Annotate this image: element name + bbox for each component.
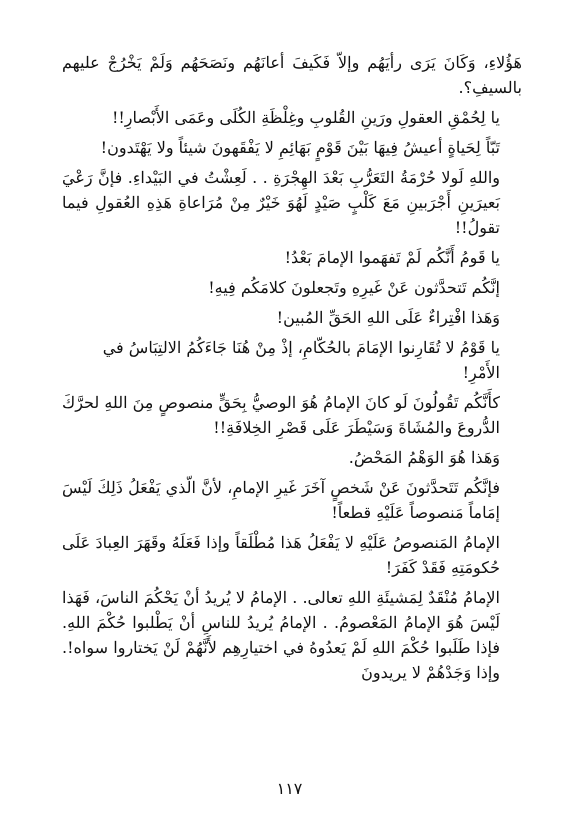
page-text [62, 50, 522, 690]
paragraph: وَهَذا هُوَ الوَهْمُ المَحْضُ. [348, 448, 500, 467]
paragraph: وَهَذا افْتِراءٌ عَلَى اللهِ الحَقِّ المُبين! [276, 308, 500, 327]
paragraph: تَبّاً لِحَياةٍ أعيشُ فِيهَا بَيْنَ قَوْمٍ بَهَائِمِ لا يَفْقَهونَ شيئاً ولا يَهْتَدون! [100, 138, 500, 157]
paragraph: إنَّكُم تَتحدَّثون عَنْ غَيرِهِ وتَجعلونَ كلامَكُم فِيهِ! [208, 278, 500, 297]
paragraph: الإمامُ المَنصوصُ عَلَيْهِ لا يَفْعَلُ هَذا مُطْلَقاً وإذا فَعَلَهُ وقَهَرَ العِبادَ عَلَى حُكومَتِهِ فَقَدْ كَفَرَ! [62, 533, 500, 577]
paragraph: واللهِ لَولا حُرْمَةُ التَعَرُّبِ بَعْدَ الهِجْرَةِ . . لَعِشْتُ في البَيْداءِ. فإنَّ رَعْيَ بَعيرَينِ أَجْرَبينِ مَعَ كَلْبٍ صَيْدٍ لَهُوَ خَيْرٌ مِنْ مُرَاعاةِ هَذِهِ العُقولِ فيما تقولُ!! [62, 168, 500, 237]
paragraph: فإنَّكُم تَتَحدَّثونَ عَنْ شَخصٍ آخَرَ غَيرِ الإمامِ، لأنَّ الّذي يَفْعَلُ ذَلِكَ لَيْسَ إمَاماً مَنصوصاً عَلَيْهِ قطعاً! [62, 478, 500, 522]
paragraph: هَؤُلاءِ، وَكَانَ يَرَى رأيَهُم وإلاّ فَكَيفَ أعانَهُم ونَصَحَهُم وَلَمْ يَخْرُجْ عليهم بالسيفِ؟. [62, 53, 522, 97]
paragraph: يا لِحُمْقِ العقولِ ورَينِ القُلوبِ وغِلْظَةِ الكُلَى وعَمَى الأَبْصارِ!! [111, 108, 500, 127]
paragraph: يا قَوْمُ لا تُقَارِنوا الإمَامَ بالحُكّامِ، إذْ مِنْ هُنَا جَاءَكُمُ الالتِبَاسُ في الأَمْرِ! [102, 338, 500, 382]
paragraph: كأَنَّكُم تَقُولُونَ لَو كانَ الإمامُ هُوَ الوصيُّ بِحَقٍّ منصوصٍ مِنَ اللهِ لحرَّكَ الدُّروعَ والمُشَاةَ وَسَيْطَرَ عَلَى قَصْرِ الخِلافَةِ!! [62, 393, 500, 437]
page-number: ١١٧ [276, 779, 303, 798]
paragraph: يا قَومُ أَنَّكُم لَمْ تَفهَموا الإمامَ بَعْدُ! [284, 248, 500, 267]
paragraph: الإمامُ مُنْقَدٌ لِمَشيئَةِ اللهِ تعالى. . الإمامُ لا يُريدُ أنْ يَحْكُمَ الناسَ، فَهَذا لَيْسَ هُوَ الإمامُ المَعْصومُ. . الإمامُ يُريدُ للناسِ أنْ يَطْلبوا حُكْمَ اللهِ. فإذا طَلَبوا حُكْمَ اللهِ لَمْ يَعدُوهُ في اختيارِهِم لأَنَّهُمْ لَنْ يَختاروا سواه!. وإذا وَجَدْهُمْ لا يريدونَ [62, 588, 500, 682]
